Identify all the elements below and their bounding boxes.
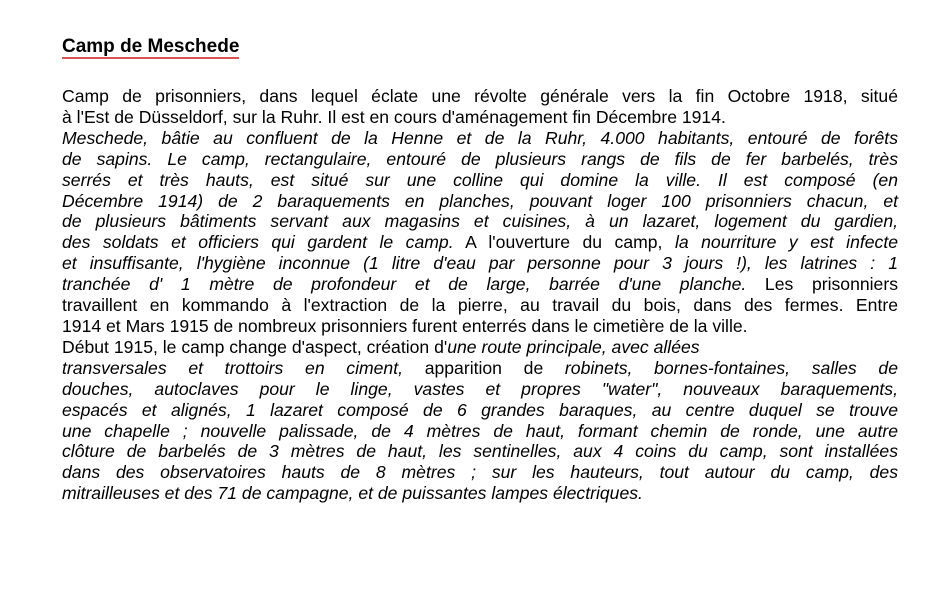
spellcheck-underline xyxy=(62,57,239,59)
text-line: à l'Est de Düsseldorf, sur la Ruhr. Il est en cours d'aménagement fin Décembre 1914. xyxy=(62,106,726,127)
text-line: clôture de barbelés de 3 mètres de haut, les sentinelles, aux 4 coins du camp, sont installées xyxy=(62,441,898,462)
text-line: 1914 et Mars 1915 de nombreux prisonniers furent enterrés dans le cimetière de la ville. xyxy=(62,315,748,336)
document-body xyxy=(62,86,898,504)
text-line: Décembre 1914) de 2 baraquements en planches, pouvant loger 100 prisonniers chacun, et xyxy=(62,190,898,211)
text-line: Camp de prisonniers, dans lequel éclate une révolte générale vers la fin Octobre 1918, situé xyxy=(62,86,898,106)
text-line: Meschede, bâtie au confluent de la Henne et de la Ruhr, 4.000 habitants, entouré de forêts xyxy=(62,127,898,148)
text-line: et insuffisante, l'hygiène inconnue (1 litre d'eau par personne pour 3 jours !), les latrines : 1 xyxy=(62,253,898,274)
document-title xyxy=(62,34,239,60)
text-line: transversales et trottoirs en ciment, apparition de robinets, bornes-fontaines, salles de xyxy=(62,357,898,378)
text-line: de plusieurs bâtiments servant aux magasins et cuisines, à un lazaret, logement du gardien, xyxy=(62,211,898,232)
text-line: de sapins. Le camp, rectangulaire, entouré de plusieurs rangs de fils de fer barbelés, très xyxy=(62,148,898,169)
text-line: Début 1915, le camp change d'aspect, création d'une route principale, avec allées xyxy=(62,336,700,357)
text-line: des soldats et officiers qui gardent le camp. A l'ouverture du camp, la nourriture y est infecte xyxy=(62,232,898,253)
text-line: douches, autoclaves pour le linge, vastes et propres "water", nouveaux baraquements, xyxy=(62,378,898,399)
text-line: travaillent en kommando à l'extraction de la pierre, au travail du bois, dans des fermes. Entre xyxy=(62,295,898,316)
text-line: dans des observatoires hauts de 8 mètres ; sur les hauteurs, tout autour du camp, des xyxy=(62,462,898,483)
title-text: Camp de Meschede xyxy=(62,36,240,57)
text-line: espacés et alignés, 1 lazaret composé de 6 grandes baraques, au centre duquel se trouve xyxy=(62,399,898,420)
text-line: une chapelle ; nouvelle palissade, de 4 mètres de haut, formant chemin de ronde, une autre xyxy=(62,420,898,441)
text-line: mitrailleuses et des 71 de campagne, et de puissantes lampes électriques. xyxy=(62,483,643,504)
document xyxy=(62,34,898,504)
text-line: tranchée d' 1 mètre de profondeur et de large, barrée d'une planche. Les prisonniers xyxy=(62,274,898,295)
text-line: serrés et très hauts, est situé sur une colline qui domine la ville. Il est composé (en xyxy=(62,169,898,190)
